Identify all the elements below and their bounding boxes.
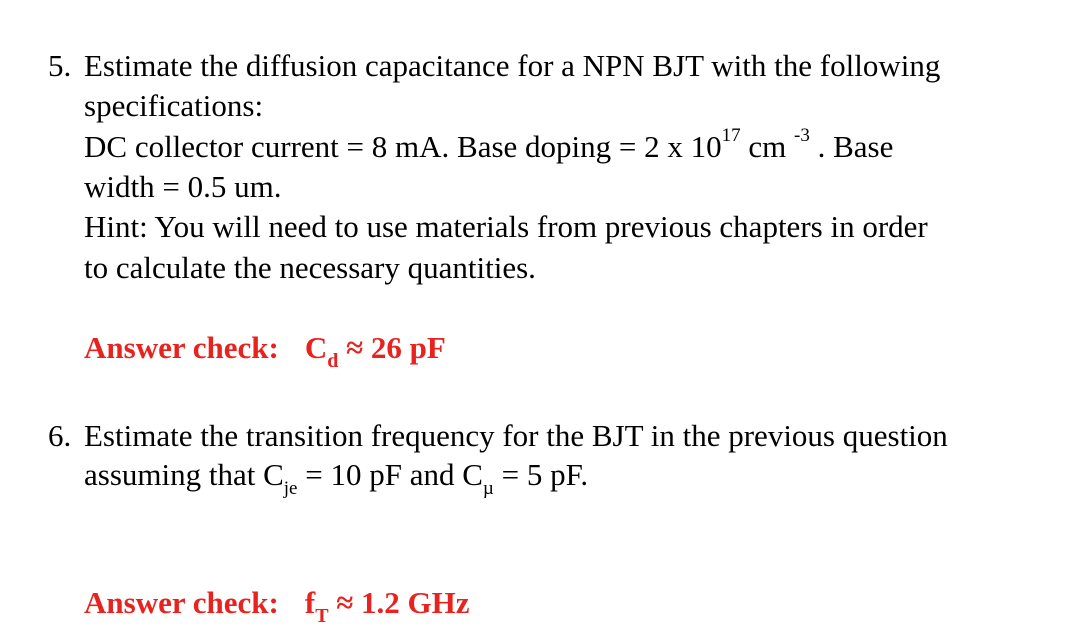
q5-hint-line-2: to calculate the necessary quantities.: [84, 250, 536, 285]
q6-line-2: [84, 455, 589, 500]
q5-line-4: width = 0.5 um.: [84, 169, 282, 204]
q6-answer-check: [84, 583, 470, 628]
q6-answer-label: Answer check:: [84, 585, 279, 620]
q5-unit-exponent: -3: [794, 124, 810, 146]
q6-cje-subscript: je: [283, 478, 298, 500]
q6-line-2-mid: = 10 pF and C: [297, 457, 483, 492]
q5-line-3-text: DC collector current = 8 mA. Base doping = 2 x 10: [84, 129, 722, 164]
q6-answer-value: ≈ 1.2 GHz: [328, 585, 470, 620]
q5-answer-value: ≈ 26 pF: [338, 330, 446, 365]
q5-doping-exponent: 17: [721, 124, 741, 146]
q6-cmu-subscript: µ: [482, 478, 494, 500]
q6-line-2-text: assuming that C: [84, 457, 284, 492]
q5-line-1: Estimate the diffusion capacitance for a NPN BJT with the following: [84, 48, 941, 83]
q5-answer-var: C: [304, 330, 328, 365]
q5-line-3-end: . Base: [809, 129, 894, 164]
q5-number: 5.: [48, 48, 72, 83]
q5-line-3: [84, 124, 894, 167]
q6-answer-var: f: [304, 585, 316, 620]
q6-line-1: Estimate the transition frequency for the BJT in the previous question: [84, 418, 948, 453]
q5-line-3-unit: cm: [740, 129, 794, 164]
q5-line-2: specifications:: [84, 88, 264, 123]
q5-answer-check: [84, 328, 446, 373]
q5-answer-subscript: d: [327, 350, 339, 373]
q6-line-2-end: = 5 pF.: [493, 457, 589, 492]
q5-answer-label: Answer check:: [84, 330, 279, 365]
q6-number: 6.: [48, 418, 72, 453]
q6-answer-subscript: T: [315, 605, 329, 628]
q5-hint-line-1: Hint: You will need to use materials from previous chapters in order: [84, 209, 928, 244]
